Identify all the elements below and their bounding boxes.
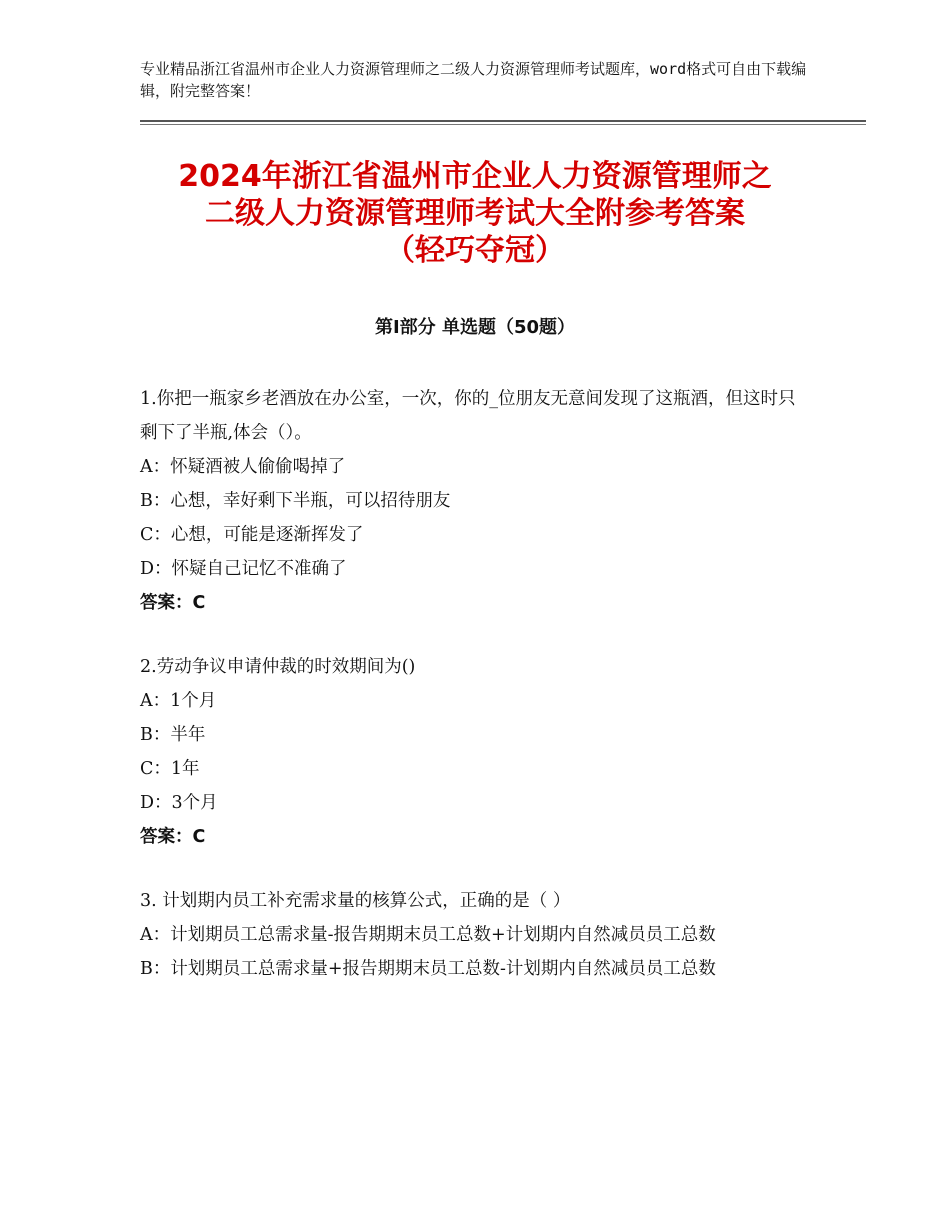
section-heading: 第Ⅰ部分 单选题（50题）: [374, 317, 575, 338]
question-1-answer: 答案：C: [140, 593, 206, 613]
question-2-option-a: A：1个月: [140, 691, 217, 711]
question-1-option-a: A：怀疑酒被人偷偷喝掉了: [140, 457, 346, 477]
question-3: [140, 884, 810, 986]
question-2-option-c: C：1年: [140, 759, 200, 779]
question-1-option-d: D：怀疑自己记忆不准确了: [140, 559, 347, 579]
header-divider-thin: [140, 124, 866, 125]
question-list: [140, 382, 810, 1016]
header-note: 专业精品浙江省温州市企业人力资源管理师之二级人力资源管理师考试题库，word格式可自由下载编辑，附完整答案！: [140, 60, 807, 100]
question-3-stem: 3. 计划期内员工补充需求量的核算公式，正确的是（ ）: [140, 891, 571, 911]
question-3-option-b: B：计划期员工总需求量+报告期期末员工总数-计划期内自然减员员工总数: [140, 959, 716, 979]
question-3-option-a: A：计划期员工总需求量-报告期期末员工总数+计划期内自然减员员工总数: [140, 925, 716, 945]
document-title-line-1: 2024年浙江省温州市企业人力资源管理师之: [178, 159, 772, 194]
question-1-option-b: B：心想，幸好剩下半瓶，可以招待朋友: [140, 491, 451, 511]
question-1-option-c: C：心想，可能是逐渐挥发了: [140, 525, 364, 545]
header-divider-thick: [140, 120, 866, 122]
question-2-option-d: D：3个月: [140, 793, 218, 813]
document-title-line-2: 二级人力资源管理师考试大全附参考答案: [205, 196, 745, 231]
question-1: [140, 382, 810, 620]
question-2-stem: 2.劳动争议申请仲裁的时效期间为(): [140, 657, 416, 677]
question-1-stem: 1.你把一瓶家乡老酒放在办公室，一次，你的_位朋友无意间发现了这瓶酒，但这时只剩下了半瓶,体会（）。: [140, 389, 796, 443]
question-2: [140, 650, 810, 854]
question-2-answer: 答案：C: [140, 827, 206, 847]
document-title-line-3: （轻巧夺冠）: [385, 233, 565, 268]
question-2-option-b: B：半年: [140, 725, 206, 745]
document-title: [130, 158, 820, 269]
